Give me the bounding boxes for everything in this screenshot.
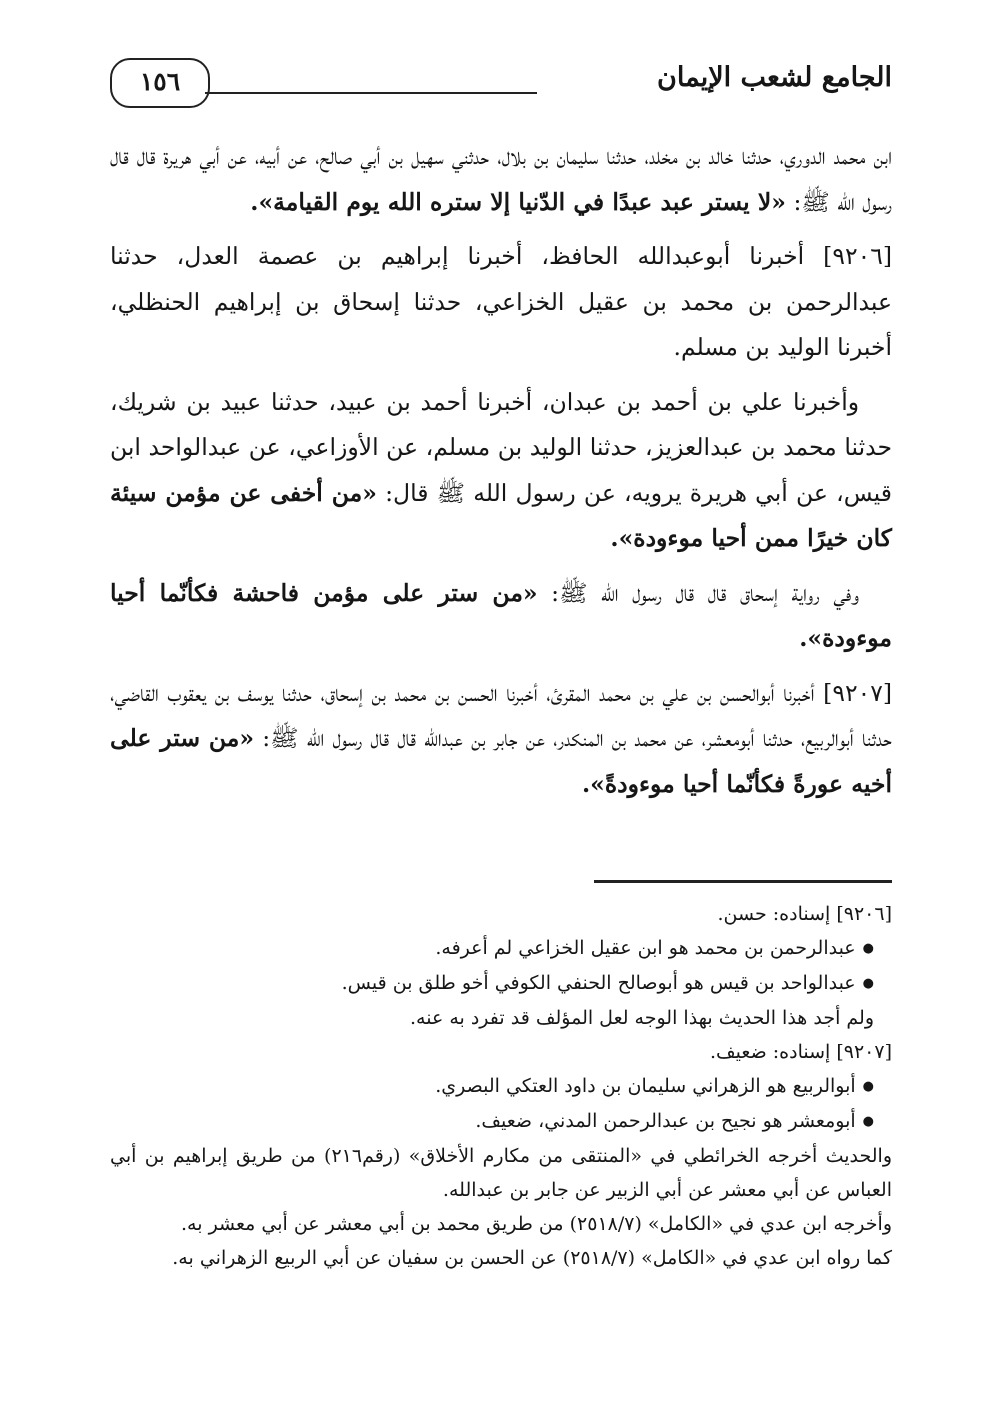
footnote-note: ولم أجد هذا الحديث بهذا الوجه لعل المؤلف قد تفرد به عنه. — [409, 1007, 874, 1029]
footnote-heading: [٩٢٠٧] إسناده: ضعيف. — [709, 1041, 892, 1063]
isnad-text: ابن محمد الدوري، حدثنا خالد بن مخلد، حدثنا سليمان بن بلال، حدثني سهيل بن أبي صالح، عن أبيه، عن أبي هريرة قال قال رسول الله ﷺ: — [110, 142, 892, 216]
footnote-heading: [٩٢٠٦] إسناده: حسن. — [717, 903, 892, 925]
paragraph-9206: [٩٢٠٦] أخبرنا أبوعبدالله الحافظ، أخبرنا إبراهيم بن عصمة العدل، حدثنا عبدالرحمن بن محمد بن عقيل الخزاعي، حدثنا إسحاق بن إبراهيم الحنظلي، أخبرنا الوليد بن مسلم. — [110, 242, 892, 361]
paragraph-3 — [110, 380, 892, 562]
paragraph-4 — [110, 571, 892, 662]
footnote-bullet: ● عبدالرحمن بن محمد هو ابن عقيل الخزاعي لم أعرفه. — [110, 931, 892, 966]
running-title: الجامع لشعب الإيمان — [657, 62, 892, 93]
isnad-text: وفي رواية إسحاق قال قال رسول الله ﷺ: — [537, 578, 860, 607]
footnote-paragraph: والحديث أخرجه الخرائطي في «المنتقى من مكارم الأخلاق» (رقم٢١٦) من طريق إبراهيم بن أبي العباس عن أبي معشر عن أبي الزبير عن جابر بن عبدالله. — [110, 1145, 893, 1201]
footnote-paragraph: كما رواه ابن عدي في «الكامل» (٢٥١٨/٧) عن الحسن بن سفيان عن أبي الربيع الزهراني به. — [172, 1247, 892, 1269]
isnad-text: وأخبرنا علي بن أحمد بن عبدان، أخبرنا أحمد بن عبيد، حدثنا عبيد بن شريك، حدثنا محمد بن عبدالعزيز، حدثنا الوليد بن مسلم، عن الأوزاعي، عن عبدالواحد ابن قيس، عن أبي هريرة يرويه، عن رسول الله ﷺ قال: — [110, 387, 892, 507]
hadith-text: «من ستر على مؤمن فاحشة فكأنّما أحيا موءودة». — [110, 578, 892, 652]
header-rule — [205, 92, 537, 94]
isnad-text: [٩٢٠٧] أخبرنا أبوالحسن بن علي بن محمد المقرئ، أخبرنا الحسن بن محمد بن إسحاق، حدثنا يوسف بن يعقوب القاضي، حدثنا أبوالربيع، حدثنا أبومعشر، عن محمد بن المنكدر، عن جابر بن عبدالله قال قال رسول الله ﷺ: — [110, 678, 892, 752]
footnote-bullet: ● أبوالربيع هو الزهراني سليمان بن داود العتكي البصري. — [110, 1069, 892, 1104]
paragraph-9207 — [110, 671, 892, 808]
hadith-text: «من أخفى عن مؤمن سيئة كان خيرًا ممن أحيا موءودة». — [110, 478, 892, 552]
footnotes — [110, 897, 892, 1275]
page-number: ١٥٦ — [110, 58, 210, 108]
page-header — [110, 58, 892, 112]
footnote-bullet: ● أبومعشر هو نجيح بن عبدالرحمن المدني، ضعيف. — [110, 1104, 892, 1139]
paragraph-1 — [110, 134, 892, 225]
hadith-text: «من ستر على أخيه عورةً فكأنّما أحيا موءودةً». — [110, 724, 892, 798]
footnote-paragraph: وأخرجه ابن عدي في «الكامل» (٢٥١٨/٧) من طريق محمد بن أبي معشر عن أبي معشر به. — [181, 1213, 892, 1235]
footnote-separator — [594, 880, 892, 883]
main-text — [110, 134, 892, 816]
footnote-bullet: ● عبدالواحد بن قيس هو أبوصالح الحنفي الكوفي أخو طلق بن قيس. — [110, 966, 892, 1001]
hadith-text: «لا يستر عبد عبدًا في الدّنيا إلا ستره الله يوم القيامة». — [250, 187, 786, 216]
